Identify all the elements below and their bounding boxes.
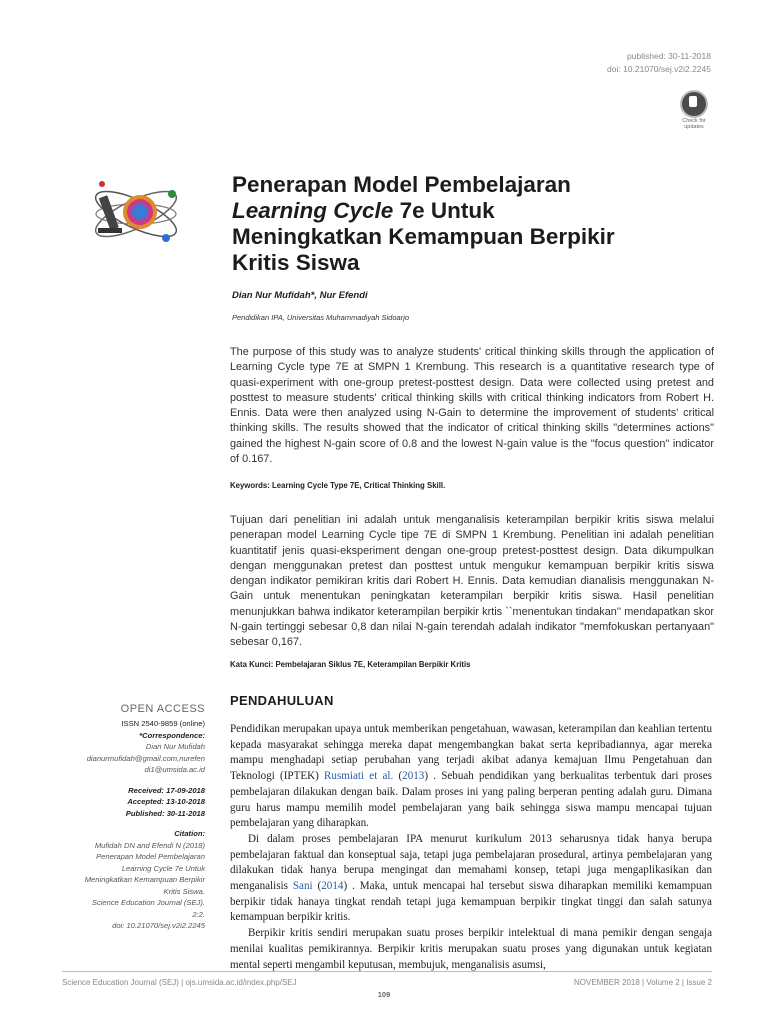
section-body	[230, 722, 712, 973]
published-date: published: 30-11-2018	[627, 51, 711, 61]
citation-line: Kritis Siswa.	[163, 886, 205, 896]
title-line-1: Penerapan Model Pembelajaran	[232, 172, 571, 197]
footer-divider	[62, 971, 712, 972]
article-title	[232, 172, 702, 276]
published-date-sidebar: Published: 30-11-2018	[125, 808, 205, 818]
citation-line: Learning Cycle 7e Untuk	[121, 863, 205, 873]
badge-label-2: updates	[684, 124, 704, 130]
citation-line: Penerapan Model Pembelajaran	[96, 852, 205, 861]
issn: ISSN 2540-9859 (online)	[121, 719, 205, 728]
citation-line: doi: 10.21070/sej.v2i2.2245	[112, 921, 205, 930]
citation-link[interactable]: Rusmiati et al.	[324, 770, 394, 783]
citation-line: 2:2.	[192, 909, 205, 919]
title-line-2-rest: 7e Untuk	[393, 198, 495, 223]
correspondence-email-2[interactable]: di1@umsida.ac.id	[144, 765, 205, 774]
keywords-indonesian: Kata Kunci: Pembelajaran Siklus 7E, Keterampilan Berpikir Kritis	[230, 660, 471, 669]
title-line-3: Meningkatkan Kemampuan Berpikir	[232, 224, 615, 249]
publication-meta	[607, 50, 711, 76]
abstract-indonesian: Tujuan dari penelitian ini adalah untuk menganalisis keterampilan berpikir kritis siswa melalui penerapan model Learning Cycle tipe 7E di SMPN 1 Krembung. Penelitian ini adalah penelitian kuantitatif jenis quasi-eksperiment dengan one-group pretest-posttest design. Data dikumpulkan dengan menggunakan pretest dan posttest untuk mengukur kemampuan berpikir kritis siswa dengan indikator pemikiran kritis dari Robert H. Ennis. Data kemudian dianalisis menggunakan N-Gain untuk menentukan peningkatan keterampilan berpikir kritis siswa. Hasil penelitian menunjukkan bahwa indikator keterampilan berpikir krtis ``menentukan tindakan'' mendapatkan skor N-gain tertinggi sebesar 0,8 dan nilai N-gain terendah adalah indikator "memfokuskan pertanyaan" sebesar 0,167.	[230, 514, 714, 649]
paragraph: Pendidikan merupakan upaya untuk memberikan pengetahuan, wawasan, keterampilan dan keahlian tertentu kepada masyarakat sehingga mereka dapat mengembangkan bakat serta kepribadiannya, agar mereka mampu menghadapi setiap perubahan yang terjadi akibat adanya kemajuan Ilmu Pengetahuan dan Teknologi (IPTEK) Rusmiati et al. (2013) . Sebuah pendidikan yang berkualitas terbentuk dari proses pembelajaran dilakukan dengan baik. Dalam proses ini yang paling berperan penting adalah guru. Dimana guru harus mampu memilih model pembelajaran yang baik sehingga siswa mampu mencapai tujuan pembelajaran yang diharapkan.	[230, 723, 712, 830]
received-date: Received: 17-09-2018	[128, 785, 205, 795]
title-line-4: Kritis Siswa	[232, 250, 360, 275]
abstract-english: The purpose of this study was to analyze students' critical thinking skills through the application of Learning Cycle type 7E at SMPN 1 Krembung. This research is a quantitative research type of quasi-experiment with one-group pretest-posttest design. Data were collected using pretest and posttest to measure students' critical thinking skills with critical thinking indicators from Robert H. Ennis. Data were then analyzed using N-Gain to determine the improvement of students' critical thinking skills. The results showed that the indicator of critical thinking skills "determines actions" gained the highest N-gain score of 0.8 and the lowest N-gain value is the "focus question" indicator of 0.167.	[230, 346, 714, 466]
citation-line: Meningkatkan Kemampuan Berpikir	[84, 875, 205, 884]
title-line-2	[232, 198, 702, 224]
bookmark-icon	[680, 90, 708, 118]
page-number: 109	[377, 990, 391, 999]
citation-line: Mufidah DN and Efendi N (2018)	[94, 840, 205, 850]
citation-year-link[interactable]: 2014	[321, 880, 344, 893]
open-access-label: OPEN ACCESS	[120, 703, 205, 715]
keywords-english: Keywords: Learning Cycle Type 7E, Critical Thinking Skill.	[230, 481, 446, 490]
badge-label-1: Check for	[682, 118, 706, 124]
affiliation: Pendidikan IPA, Universitas Muhammadiyah Sidoarjo	[232, 313, 410, 322]
footer-journal[interactable]: Science Education Journal (SEJ) | ojs.umsida.ac.id/index.php/SEJ	[62, 978, 297, 987]
paragraph: Di dalam proses pembelajaran IPA menurut kurikulum 2013 seharusnya tidak hanya berupa pembelajaran faktual dan konseptual saja, tetapi juga pembelajaran prosedural, artinya pembelajaran yang dilakukan tidak hanya berupa mengingat dan memahami konsep, tetapi juga mengaplikasikan dan menganalisis Sani (2014) . Maka, untuk mencapai hal tersebut siswa diharapkan memiliki kemampuan berpikir tidak hanaya tingkat rendah tetapi juga kemampuan berpikir tingkat tinggi dan salah satunya kemampuan berpikir kritis.	[230, 832, 713, 924]
check-for-updates-badge[interactable]	[675, 90, 711, 130]
citation-link[interactable]: Sani	[292, 880, 313, 893]
title-italic-term: Learning Cycle	[232, 198, 394, 223]
authors: Dian Nur Mufidah*, Nur Efendi	[232, 290, 368, 301]
doi-text[interactable]: doi: 10.21070/sej.v2i2.2245	[607, 64, 711, 74]
paragraph: Berpikir kritis sendiri merupakan suatu proses berpikir intelektual di mana pemikir dengan sengaja menilai kualitas pemikirannya. Berpikir kritis merupakan suatu proses yang digunakan untuk kegiatan mental seperti mengambil keputusan, membujuk, menganalisis asumsi,	[230, 927, 712, 971]
footer-issue: NOVEMBER 2018 | Volume 2 | Issue 2	[574, 978, 712, 987]
correspondence-label: *Correspondence:	[139, 730, 205, 740]
correspondence-name: Dian Nur Mufidah	[145, 742, 205, 751]
correspondence-email-1[interactable]: dianurmufidah@gmail.com,nurefen	[86, 753, 205, 763]
section-heading: PENDAHULUAN	[230, 693, 334, 708]
citation-label: Citation:	[174, 829, 205, 838]
citation-year-link[interactable]: 2013	[402, 770, 425, 783]
citation-line: Science Education Journal (SEJ).	[91, 898, 205, 907]
sidebar-info	[60, 718, 205, 932]
accepted-date: Accepted: 13-10-2018	[127, 797, 205, 806]
journal-logo	[88, 172, 183, 254]
